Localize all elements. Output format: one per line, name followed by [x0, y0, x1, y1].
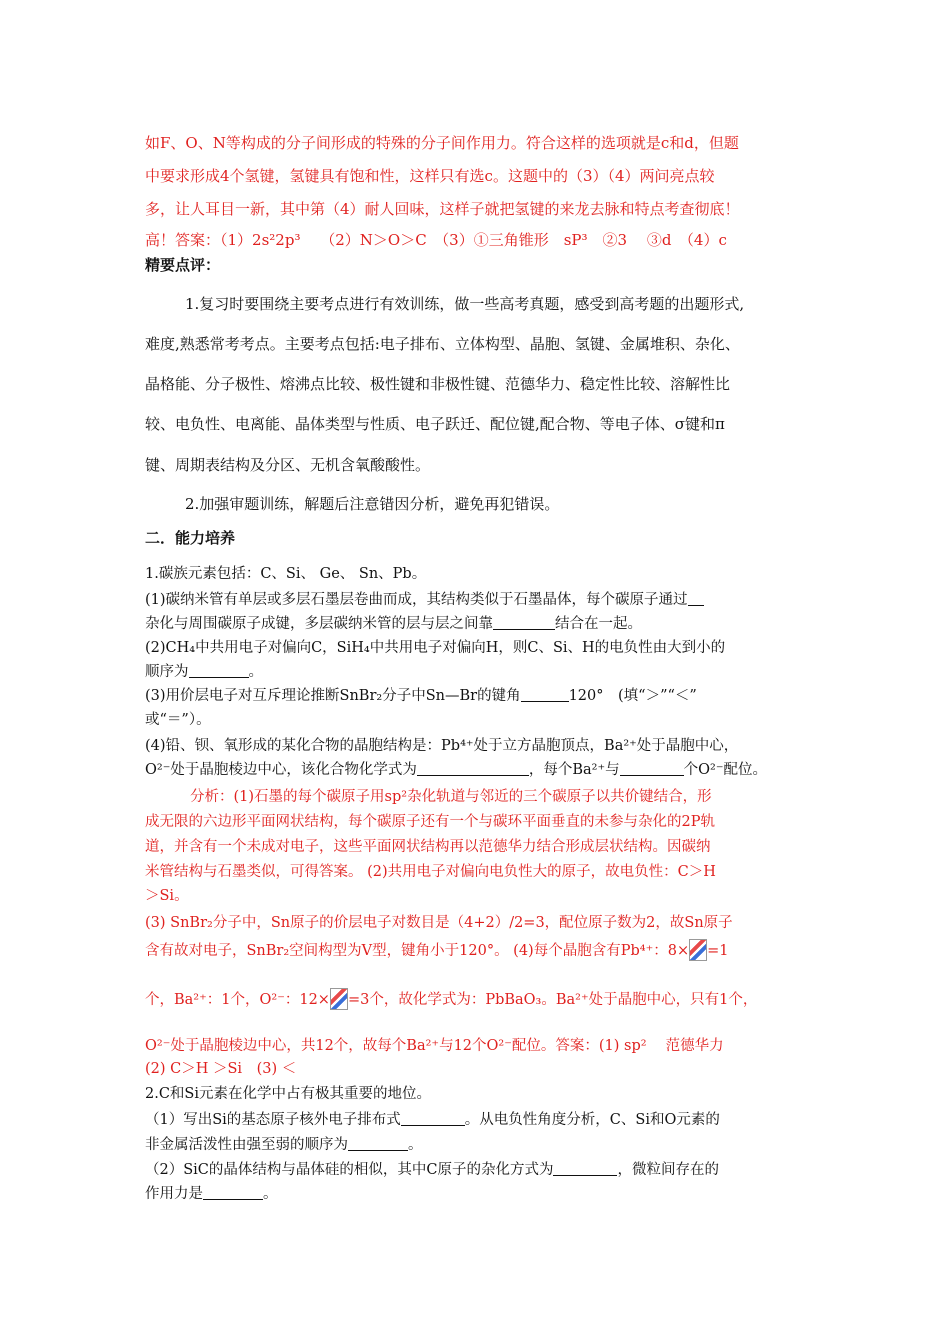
question-line: [145, 614, 642, 634]
question-text: （1）写出Si的基态原子核外电子排布式: [145, 1112, 401, 1128]
analysis-line: 如F、O、N等构成的分子间形成的特殊的分子间作用力。符合这样的选项就是c和d，但题: [145, 134, 739, 152]
analysis-line: 分析：(1)石墨的每个碳原子用sp²杂化轨道与邻近的三个碳原子以共价键结合，形: [190, 789, 712, 805]
comment-line: 1.复习时要围绕主要考点进行有效训练，做一些高考真题，感受到高考题的出题形式,: [185, 295, 745, 313]
question-text: 杂化与周围碳原子成键，多层碳纳米管的层与层之间靠: [145, 616, 493, 632]
question-text: （2）SiC的晶体结构与晶体硅的相似，其中C原子的杂化方式为: [145, 1162, 554, 1178]
section-heading: 二．能力培养: [145, 529, 236, 547]
question-text: 或“＝”）。: [145, 712, 211, 728]
fraction-image-icon: [689, 939, 707, 961]
analysis-line: 成无限的六边形平面网状结构，每个碳原子还有一个与碳环平面垂直的未参与杂化的2P轨: [145, 814, 715, 830]
fraction-image-icon: [330, 988, 348, 1010]
question-text: 个O²⁻配位。: [683, 762, 767, 778]
analysis-line: 道，并含有一个未成对电子，这些平面网状结构再以范德华力结合形成层状结构。因碳纳: [145, 839, 711, 855]
question-line: [145, 1184, 278, 1204]
answer-blank[interactable]: [189, 663, 249, 678]
question-line: [145, 1135, 423, 1155]
analysis-text: 个，Ba²⁺：1个，O²⁻：12×: [145, 992, 330, 1008]
question-line: [145, 662, 263, 682]
answer-blank[interactable]: [493, 615, 555, 630]
question-text: 结合在一起。: [555, 616, 642, 632]
question-text: ，每个Ba²⁺与: [528, 762, 620, 778]
question-text: (1)碳纳米管有单层或多层石墨层卷曲而成，其结构类似于石墨晶体，每个碳原子通过: [145, 592, 688, 608]
analysis-line: [145, 939, 728, 961]
question-line: [145, 590, 704, 610]
analysis-line: 米管结构与石墨类似，可得答案。 (2)共用电子对偏向电负性大的原子，故电负性：C＞H: [145, 864, 716, 880]
question-text: (2)CH₄中共用电子对偏向C，SiH₄中共用电子对偏向H，则C、Si、H的电负性由大到小的: [145, 640, 726, 656]
answer-blank[interactable]: [417, 761, 529, 776]
question-text: (4)铅、钡、氧形成的某化合物的晶胞结构是：Pb⁴⁺处于立方晶胞顶点，Ba²⁺处于晶胞中心，: [145, 738, 739, 754]
analysis-text: 含有故对电子，SnBr₂空间构型为V型，键角小于120°。 (4)每个晶胞含有Pb⁴⁺：8×: [145, 943, 690, 959]
question-text: 。: [248, 664, 263, 680]
question-text: 。: [408, 1137, 423, 1153]
question-text: ，微粒间存在的: [617, 1162, 719, 1178]
analysis-line: 中要求形成4个氢键，氢键具有饱和性，这样只有选c。这题中的（3）（4）两问亮点较: [145, 167, 715, 185]
question-text: 120° (填“＞”“＜”: [568, 688, 697, 704]
analysis-line: (2) C＞H ＞Si (3) ＜: [145, 1061, 297, 1077]
question-text: (3)用价层电子对互斥理论推断SnBr₂分子中Sn—Br的键角: [145, 688, 521, 704]
comment-heading: 精要点评：: [145, 256, 221, 274]
analysis-line: (3) SnBr₂分子中，Sn原子的价层电子对数目是（4+2）/2=3，配位原子数为2，故Sn原子: [145, 915, 733, 931]
question-text: 。: [263, 1186, 278, 1202]
analysis-line: ＞Si。: [145, 888, 189, 904]
question-title: 1.碳族元素包括：C、Si、 Ge、 Sn、Pb。: [145, 566, 427, 582]
answer-blank[interactable]: [521, 687, 569, 702]
comment-line: 难度,熟悉常考考点。主要考点包括:电子排布、立体构型、晶胞、氢键、金属堆积、杂化、: [145, 335, 740, 353]
question-line: [145, 686, 697, 706]
answer-line: 高！答案：（1）2s²2p³ （2）N＞O＞C （3）①三角锥形 sP³ ②3 ③d （4）c: [145, 231, 727, 249]
analysis-line: 多，让人耳目一新，其中第（4）耐人回味，这样子就把氢键的来龙去脉和特点考查彻底！: [145, 200, 740, 218]
question-text: 。从电负性角度分析，C、Si和O元素的: [464, 1112, 720, 1128]
answer-blank[interactable]: [688, 591, 704, 606]
answer-blank[interactable]: [401, 1111, 465, 1126]
comment-line: 2.加强审题训练，解题后注意错因分析，避免再犯错误。: [185, 495, 560, 513]
question-line: [145, 1110, 720, 1130]
question-text: O²⁻处于晶胞棱边中心，该化合物化学式为: [145, 762, 417, 778]
analysis-text: =3个，故化学式为：PbBaO₃。Ba²⁺处于晶胞中心，只有1个，: [347, 992, 758, 1008]
answer-blank[interactable]: [203, 1185, 263, 1200]
question-line: [145, 1160, 719, 1180]
question-text: 非金属活泼性由强至弱的顺序为: [145, 1137, 348, 1153]
comment-line: 晶格能、分子极性、熔沸点比较、极性键和非极性键、范德华力、稳定性比较、溶解性比: [145, 375, 731, 393]
answer-blank[interactable]: [553, 1161, 617, 1176]
question-text: 顺序为: [145, 664, 189, 680]
analysis-line: [145, 988, 757, 1010]
analysis-text: =1: [707, 943, 729, 959]
question-line: [145, 760, 767, 780]
analysis-line: O²⁻处于晶胞棱边中心，共12个，故每个Ba²⁺与12个O²⁻配位。答案：(1) sp² 范德华力: [145, 1038, 724, 1054]
answer-blank[interactable]: [620, 761, 684, 776]
comment-line: 键、周期表结构及分区、无机含氧酸酸性。: [145, 456, 431, 474]
question-text: 作用力是: [145, 1186, 203, 1202]
answer-blank[interactable]: [348, 1136, 408, 1151]
comment-line: 较、电负性、电离能、晶体类型与性质、电子跃迁、配位键,配合物、等电子体、σ键和π: [145, 415, 725, 433]
question-title: 2.C和Si元素在化学中占有极其重要的地位。: [145, 1086, 431, 1102]
